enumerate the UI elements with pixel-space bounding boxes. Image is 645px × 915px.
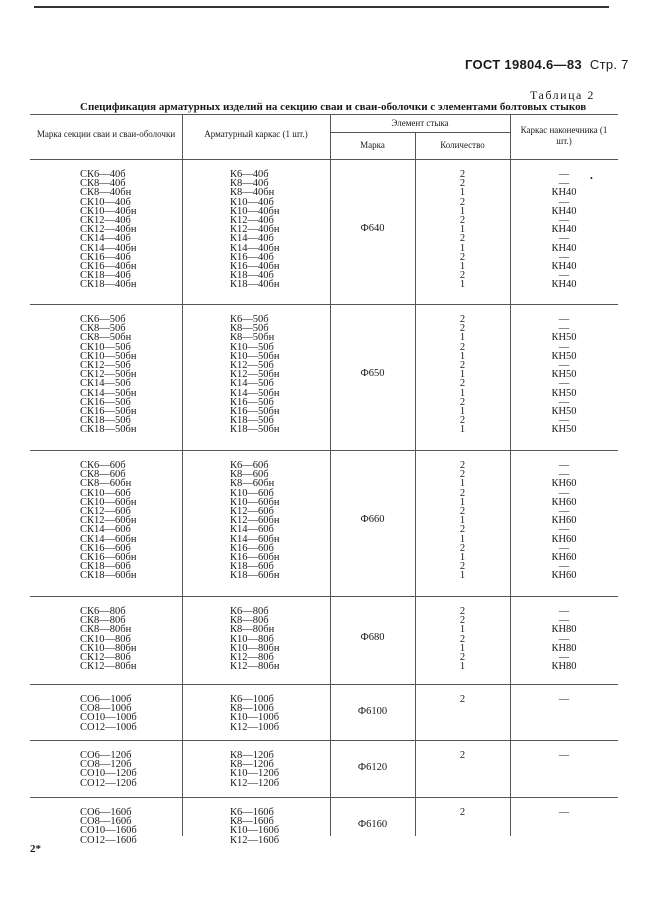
section-list-cell: СК16—60б bbox=[80, 542, 131, 554]
section-list-cell: СК8—80бн bbox=[80, 624, 132, 636]
frame-list-cell: К18—40бн bbox=[230, 279, 280, 291]
frame-list-cell: К12—80бн bbox=[230, 661, 280, 673]
frame-list-cell: К8—40б bbox=[230, 178, 269, 190]
qty-list-cell: 1 bbox=[459, 350, 466, 362]
tip-list-cell: КН80 bbox=[551, 661, 577, 673]
qty-list-cell: 1 bbox=[459, 661, 466, 673]
group-divider bbox=[30, 740, 618, 741]
frame-list-cell: К8—80бн bbox=[230, 624, 275, 636]
section-list-cell: СК8—50бн bbox=[80, 332, 132, 344]
tip-list-cell: КН60 bbox=[551, 496, 577, 508]
frame-list-cell: К10—120б bbox=[230, 768, 280, 780]
qty-list-cell: 1 bbox=[459, 642, 466, 654]
section-list-cell: СО10—100б bbox=[80, 712, 137, 724]
section-list-cell: СК12—50б bbox=[80, 359, 131, 371]
section-list-cell: СО6—160б bbox=[80, 807, 132, 818]
section-list-cell: СО8—160б bbox=[80, 816, 132, 828]
section-list-cell: СО8—120б bbox=[80, 759, 132, 771]
frame-list-cell: К12—50бн bbox=[230, 369, 280, 381]
qty-list-cell: 1 bbox=[459, 260, 466, 272]
section-list-cell: СК6—60б bbox=[80, 460, 126, 471]
section-list bbox=[80, 461, 136, 580]
joint-group-divider bbox=[330, 132, 510, 133]
tip-list-cell: — bbox=[558, 561, 570, 573]
frame-list bbox=[230, 461, 279, 580]
tip-list-cell: — bbox=[558, 415, 570, 427]
frame-list-cell: К8—60б bbox=[230, 469, 269, 481]
qty-list-cell: 1 bbox=[459, 533, 466, 545]
page-number: Стр. 7 bbox=[589, 57, 629, 72]
section-list-cell: СК8—50б bbox=[80, 323, 126, 335]
group-divider bbox=[30, 797, 618, 798]
section-list-cell: СО12—160б bbox=[80, 834, 137, 846]
tip-list-cell: — bbox=[558, 196, 570, 208]
section-list-cell: СК12—60б bbox=[80, 505, 131, 517]
col-divider-1 bbox=[182, 114, 183, 836]
frame-list-cell: К14—60б bbox=[230, 524, 274, 536]
frame-list bbox=[230, 315, 279, 434]
qty-list-cell: 2 bbox=[459, 214, 466, 226]
section-list-cell: СК18—40бн bbox=[80, 279, 137, 291]
frame-list-cell: К8—60бн bbox=[230, 478, 275, 490]
standard-number: ГОСТ 19804.6—83 bbox=[465, 57, 582, 72]
qty-list-cell: 2 bbox=[459, 314, 466, 325]
section-list-cell: СК14—60бн bbox=[80, 533, 137, 545]
frame-list-cell: К8—80б bbox=[230, 615, 269, 627]
section-list-cell: СК16—50бн bbox=[80, 405, 137, 417]
frame-list-cell: К10—80бн bbox=[230, 642, 280, 654]
qty-list-cell: 1 bbox=[459, 570, 466, 582]
frame-list-cell: К10—160б bbox=[230, 825, 280, 837]
tip-list-cell: — bbox=[558, 651, 570, 663]
tip-list-cell: — bbox=[558, 694, 570, 705]
frame-list-cell: К10—40б bbox=[230, 196, 274, 208]
frame-list-cell: К10—50б bbox=[230, 341, 274, 353]
qty-list-cell: 1 bbox=[459, 242, 466, 254]
qty-list bbox=[415, 461, 510, 580]
section-list-cell: СК10—40бн bbox=[80, 205, 137, 217]
qty-list-cell: 1 bbox=[459, 205, 466, 217]
header-joint-qty: Количество bbox=[440, 140, 485, 150]
section-list-cell: СК14—50б bbox=[80, 378, 131, 390]
section-list-cell: СК14—40бн bbox=[80, 242, 137, 254]
tip-list-cell: — bbox=[558, 542, 570, 554]
qty-list-cell: 1 bbox=[459, 369, 466, 381]
frame-list-cell: К12—100б bbox=[230, 721, 280, 733]
qty-list-cell: 2 bbox=[459, 323, 466, 335]
page-header bbox=[465, 57, 629, 72]
section-list-cell: СК12—60бн bbox=[80, 515, 137, 527]
frame-list-cell: К16—40бн bbox=[230, 260, 280, 272]
section-list-cell: СК12—40б bbox=[80, 214, 131, 226]
section-list-cell: СК12—80бн bbox=[80, 661, 137, 673]
tip-list bbox=[510, 461, 618, 580]
frame-list-cell: К18—50бн bbox=[230, 424, 280, 436]
frame-list-cell: К10—60бн bbox=[230, 496, 280, 508]
header-mark-section: Марка секции сваи и сваи-оболочки bbox=[36, 129, 176, 139]
tip-list-cell: — bbox=[558, 505, 570, 517]
tip-list-cell: КН60 bbox=[551, 533, 577, 545]
frame-list-cell: К6—40б bbox=[230, 169, 269, 180]
joint-mark: Ф650 bbox=[360, 367, 385, 379]
tip-list-cell: — bbox=[558, 460, 570, 471]
qty-list-cell: 1 bbox=[459, 387, 466, 399]
qty-list-cell: 2 bbox=[459, 178, 466, 190]
qty-list-cell: 2 bbox=[459, 460, 466, 471]
qty-list-cell: 2 bbox=[459, 378, 466, 390]
tip-list-cell: — bbox=[558, 214, 570, 226]
frame-list-cell: К14—50бн bbox=[230, 387, 280, 399]
section-list-cell: СК12—80б bbox=[80, 651, 131, 663]
tip-list-cell: — bbox=[558, 750, 570, 761]
qty-list-cell: 2 bbox=[459, 524, 466, 536]
qty-list-cell: 2 bbox=[459, 233, 466, 245]
tip-list-cell: КН50 bbox=[551, 369, 577, 381]
tip-list-cell: — bbox=[558, 233, 570, 245]
tip-list-cell: — bbox=[558, 341, 570, 353]
section-list-cell: СК18—60б bbox=[80, 561, 131, 573]
frame-list-cell: К8—50б bbox=[230, 323, 269, 335]
section-list-cell: СО6—100б bbox=[80, 694, 132, 705]
tip-list-cell: — bbox=[558, 487, 570, 499]
qty-list bbox=[415, 607, 510, 671]
qty-list-cell: 2 bbox=[459, 542, 466, 554]
frame-list-cell: К6—80б bbox=[230, 606, 269, 617]
tip-list bbox=[510, 808, 618, 817]
frame-list-cell: К16—60бн bbox=[230, 551, 280, 563]
section-list-cell: СО12—100б bbox=[80, 721, 137, 733]
tip-list-cell: КН50 bbox=[551, 387, 577, 399]
qty-list bbox=[415, 695, 510, 704]
section-list-cell: СО8—100б bbox=[80, 703, 132, 715]
tip-list-cell: — bbox=[558, 270, 570, 282]
frame-list-cell: К10—60б bbox=[230, 487, 274, 499]
section-list-cell: СК10—40б bbox=[80, 196, 131, 208]
qty-list-cell: 2 bbox=[459, 750, 466, 761]
specification-table bbox=[30, 114, 618, 846]
tip-list-cell: — bbox=[558, 633, 570, 645]
frame-list-cell: К14—40б bbox=[230, 233, 274, 245]
qty-list-cell: 2 bbox=[459, 341, 466, 353]
top-rule bbox=[34, 6, 609, 8]
tip-list bbox=[510, 695, 618, 704]
frame-list bbox=[230, 170, 279, 289]
frame-list-cell: К16—50б bbox=[230, 396, 274, 408]
tip-list bbox=[510, 751, 618, 760]
frame-list bbox=[230, 808, 279, 845]
tip-list-cell: КН40 bbox=[551, 242, 577, 254]
group-divider bbox=[30, 304, 618, 305]
frame-list bbox=[230, 751, 279, 788]
section-list-cell: СК16—50б bbox=[80, 396, 131, 408]
section-list-cell: СК14—40б bbox=[80, 233, 131, 245]
tip-list-cell: — bbox=[558, 524, 570, 536]
frame-list-cell: К18—60б bbox=[230, 561, 274, 573]
qty-list-cell: 2 bbox=[459, 469, 466, 481]
frame-list-cell: К12—50б bbox=[230, 359, 274, 371]
frame-list-cell: К8—50бн bbox=[230, 332, 275, 344]
qty-list-cell: 1 bbox=[459, 224, 466, 236]
frame-list-cell: К10—50бн bbox=[230, 350, 280, 362]
frame-list-cell: К16—60б bbox=[230, 542, 274, 554]
qty-list-cell: 2 bbox=[459, 505, 466, 517]
tip-list-cell: КН40 bbox=[551, 260, 577, 272]
section-list-cell: СК14—60б bbox=[80, 524, 131, 536]
tip-list bbox=[510, 315, 618, 434]
tip-list-cell: КН40 bbox=[551, 205, 577, 217]
tip-list-cell: КН60 bbox=[551, 570, 577, 582]
group-divider bbox=[30, 450, 618, 451]
tip-list-cell: — bbox=[558, 251, 570, 263]
frame-list-cell: К10—100б bbox=[230, 712, 280, 724]
header-tip-frame: Каркас наконечника (1 шт.) bbox=[520, 125, 608, 146]
tip-list-cell: КН60 bbox=[551, 515, 577, 527]
frame-list-cell: К16—40б bbox=[230, 251, 274, 263]
table-top-border bbox=[30, 114, 618, 115]
section-list-cell: СК6—40б bbox=[80, 169, 126, 180]
tip-list-cell: КН40 bbox=[551, 187, 577, 199]
section-list-cell: СО6—120б bbox=[80, 750, 132, 761]
frame-list-cell: К8—160б bbox=[230, 816, 274, 828]
table-label: Таблица 2 bbox=[530, 88, 595, 102]
tip-list-cell: — bbox=[558, 178, 570, 190]
frame-list-cell: К10—40бн bbox=[230, 205, 280, 217]
section-list-cell: СК12—40бн bbox=[80, 224, 137, 236]
frame-list-cell: К12—160б bbox=[230, 834, 280, 846]
tip-list bbox=[510, 607, 618, 671]
tip-list-cell: КН40 bbox=[551, 279, 577, 291]
qty-list-cell: 2 bbox=[459, 415, 466, 427]
frame-list-cell: К16—50бн bbox=[230, 405, 280, 417]
frame-list-cell: К18—50б bbox=[230, 415, 274, 427]
section-list-cell: СК10—60бн bbox=[80, 496, 137, 508]
joint-mark: Ф660 bbox=[360, 513, 385, 525]
qty-list-cell: 2 bbox=[459, 196, 466, 208]
section-list-cell: СК18—60бн bbox=[80, 570, 137, 582]
section-list-cell: СК16—60бн bbox=[80, 551, 137, 563]
section-list-cell: СК8—80б bbox=[80, 615, 126, 627]
header-joint-mark: Марка bbox=[360, 140, 385, 150]
qty-list-cell: 1 bbox=[459, 551, 466, 563]
frame-list-cell: К14—50б bbox=[230, 378, 274, 390]
qty-list-cell: 2 bbox=[459, 487, 466, 499]
joint-mark: Ф680 bbox=[360, 632, 385, 644]
qty-list-cell: 2 bbox=[459, 651, 466, 663]
qty-list-cell: 1 bbox=[459, 478, 466, 490]
joint-mark: Ф6120 bbox=[357, 762, 388, 774]
frame-list-cell: К8—120б bbox=[230, 759, 274, 771]
frame-list-cell: К6—100б bbox=[230, 694, 274, 705]
frame-list-cell: К14—40бн bbox=[230, 242, 280, 254]
header-joint-group: Элемент стыка bbox=[391, 118, 449, 128]
qty-list bbox=[415, 808, 510, 817]
qty-list-cell: 1 bbox=[459, 332, 466, 344]
qty-list bbox=[415, 751, 510, 760]
header-frame: Арматурный каркас (1 шт.) bbox=[204, 129, 308, 139]
tip-list-cell: — bbox=[558, 807, 570, 818]
qty-list-cell: 1 bbox=[459, 624, 466, 636]
tip-list-cell: — bbox=[558, 314, 570, 325]
section-list-cell: СК8—60б bbox=[80, 469, 126, 481]
frame-list-cell: К8—40бн bbox=[230, 187, 275, 199]
section-list-cell: СК16—40б bbox=[80, 251, 131, 263]
joint-mark: Ф6160 bbox=[357, 819, 388, 831]
frame-list-cell: К10—80б bbox=[230, 633, 274, 645]
qty-list-cell: 1 bbox=[459, 515, 466, 527]
section-list bbox=[80, 695, 137, 732]
section-list-cell: СК8—40б bbox=[80, 178, 126, 190]
tip-list-cell: — bbox=[558, 396, 570, 408]
header-bottom-border bbox=[30, 159, 618, 160]
section-list-cell: СО12—120б bbox=[80, 777, 137, 789]
section-list-cell: СО10—120б bbox=[80, 768, 137, 780]
page-footer-mark: 2* bbox=[30, 843, 41, 855]
frame-list-cell: К18—40б bbox=[230, 270, 274, 282]
frame-list-cell: К6—60б bbox=[230, 460, 269, 471]
qty-list-cell: 1 bbox=[459, 405, 466, 417]
qty-list-cell: 2 bbox=[459, 694, 466, 705]
section-list-cell: СК14—50бн bbox=[80, 387, 137, 399]
frame-list-cell: К6—160б bbox=[230, 807, 274, 818]
section-list-cell: СК18—50бн bbox=[80, 424, 137, 436]
section-list-cell: СК10—80б bbox=[80, 633, 131, 645]
tip-list-cell: — bbox=[558, 378, 570, 390]
section-list-cell: СК6—80б bbox=[80, 606, 126, 617]
section-list bbox=[80, 607, 136, 671]
section-list-cell: СК10—50бн bbox=[80, 350, 137, 362]
tip-list-cell: — bbox=[558, 615, 570, 627]
frame-list-cell: К12—40б bbox=[230, 214, 274, 226]
section-list-cell: СК16—40бн bbox=[80, 260, 137, 272]
stray-mark: • bbox=[590, 174, 593, 183]
frame-list-cell: К18—60бн bbox=[230, 570, 280, 582]
tip-list bbox=[510, 170, 618, 289]
section-list-cell: СК18—50б bbox=[80, 415, 131, 427]
qty-list-cell: 1 bbox=[459, 496, 466, 508]
section-list-cell: СК12—50бн bbox=[80, 369, 137, 381]
qty-list-cell: 2 bbox=[459, 807, 466, 818]
qty-list-cell: 2 bbox=[459, 606, 466, 617]
frame-list-cell: К6—50б bbox=[230, 314, 269, 325]
group-divider bbox=[30, 596, 618, 597]
frame-list-cell: К14—60бн bbox=[230, 533, 280, 545]
qty-list-cell: 2 bbox=[459, 169, 466, 180]
joint-mark: Ф640 bbox=[360, 222, 385, 234]
qty-list-cell: 2 bbox=[459, 615, 466, 627]
frame-list-cell: К12—60бн bbox=[230, 515, 280, 527]
tip-list-cell: КН50 bbox=[551, 424, 577, 436]
frame-list-cell: К12—80б bbox=[230, 651, 274, 663]
tip-list-cell: — bbox=[558, 169, 570, 180]
qty-list bbox=[415, 170, 510, 289]
qty-list-cell: 2 bbox=[459, 633, 466, 645]
tip-list-cell: КН40 bbox=[551, 224, 577, 236]
section-list-cell: СК10—50б bbox=[80, 341, 131, 353]
section-list bbox=[80, 808, 137, 845]
frame-list-cell: К8—100б bbox=[230, 703, 274, 715]
joint-mark: Ф6100 bbox=[357, 706, 388, 718]
tip-list-cell: КН50 bbox=[551, 332, 577, 344]
qty-list-cell: 2 bbox=[459, 251, 466, 263]
qty-list-cell: 2 bbox=[459, 270, 466, 282]
tip-list-cell: — bbox=[558, 469, 570, 481]
tip-list-cell: КН80 bbox=[551, 624, 577, 636]
qty-list-cell: 1 bbox=[459, 279, 466, 291]
tip-list-cell: КН50 bbox=[551, 350, 577, 362]
qty-list-cell: 2 bbox=[459, 396, 466, 408]
section-list-cell: СК18—40б bbox=[80, 270, 131, 282]
section-list-cell: СК10—60б bbox=[80, 487, 131, 499]
section-list-cell: СК8—60бн bbox=[80, 478, 132, 490]
tip-list-cell: — bbox=[558, 606, 570, 617]
tip-list-cell: КН60 bbox=[551, 478, 577, 490]
section-list-cell: СК8—40бн bbox=[80, 187, 132, 199]
qty-list bbox=[415, 315, 510, 434]
frame-list-cell: К12—120б bbox=[230, 777, 280, 789]
qty-list-cell: 1 bbox=[459, 424, 466, 436]
section-list bbox=[80, 751, 137, 788]
section-list-cell: СК6—50б bbox=[80, 314, 126, 325]
tip-list-cell: КН80 bbox=[551, 642, 577, 654]
group-divider bbox=[30, 684, 618, 685]
frame-list bbox=[230, 607, 279, 671]
qty-list-cell: 2 bbox=[459, 561, 466, 573]
frame-list-cell: К12—60б bbox=[230, 505, 274, 517]
section-list bbox=[80, 170, 136, 289]
qty-list-cell: 2 bbox=[459, 359, 466, 371]
frame-list bbox=[230, 695, 279, 732]
section-list bbox=[80, 315, 136, 434]
section-list-cell: СК10—80бн bbox=[80, 642, 137, 654]
frame-list-cell: К8—120б bbox=[230, 750, 274, 761]
qty-list-cell: 1 bbox=[459, 187, 466, 199]
tip-list-cell: — bbox=[558, 323, 570, 335]
tip-list-cell: — bbox=[558, 359, 570, 371]
section-list-cell: СО10—160б bbox=[80, 825, 137, 837]
table-title: Спецификация арматурных изделий на секцию сваи и сваи-оболочки с элементами болтовых стыков bbox=[80, 101, 587, 113]
frame-list-cell: К12—40бн bbox=[230, 224, 280, 236]
tip-list-cell: КН60 bbox=[551, 551, 577, 563]
tip-list-cell: КН50 bbox=[551, 405, 577, 417]
